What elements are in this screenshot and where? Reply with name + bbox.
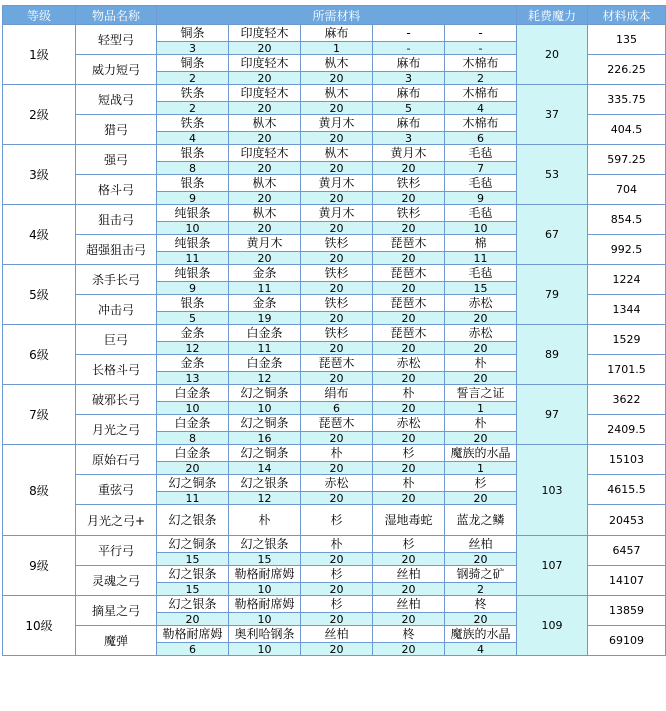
material-quantity: 14 <box>229 462 301 475</box>
material-quantity: - <box>373 42 445 55</box>
material-name: 蓝龙之鳞 <box>445 505 517 536</box>
material-name: 丝柏 <box>445 536 517 553</box>
mana-cost: 67 <box>517 205 588 265</box>
material-quantity: 4 <box>445 102 517 115</box>
mana-cost: 97 <box>517 385 588 445</box>
item-name: 重弦弓 <box>76 475 157 505</box>
material-name: 朴 <box>301 445 373 462</box>
material-quantity: 1 <box>445 462 517 475</box>
material-quantity: 20 <box>229 162 301 175</box>
material-quantity: 12 <box>229 492 301 505</box>
material-quantity: 10 <box>229 613 301 626</box>
material-quantity: 20 <box>373 342 445 355</box>
item-name: 狙击弓 <box>76 205 157 235</box>
material-quantity: 8 <box>157 432 229 445</box>
material-quantity: 20 <box>373 372 445 385</box>
material-name: 银条 <box>157 295 229 312</box>
material-name: 魔族的水晶 <box>445 445 517 462</box>
material-quantity: 20 <box>229 192 301 205</box>
material-name: 杉 <box>301 505 373 536</box>
item-name: 强弓 <box>76 145 157 175</box>
material-quantity: 20 <box>301 132 373 145</box>
material-quantity: 20 <box>229 132 301 145</box>
table-row <box>3 325 666 342</box>
mana-cost: 103 <box>517 445 588 536</box>
material-name: 印度轻木 <box>229 85 301 102</box>
material-name: 黄月木 <box>301 205 373 222</box>
material-name: 幻之银条 <box>229 475 301 492</box>
material-name: 木棉布 <box>445 85 517 102</box>
material-name: 铜条 <box>157 25 229 42</box>
material-name: 毛毡 <box>445 145 517 162</box>
material-name: 勒格耐席姆 <box>157 626 229 643</box>
material-quantity: 20 <box>445 342 517 355</box>
material-quantity: 3 <box>373 72 445 85</box>
bow-crafting-table <box>2 5 666 656</box>
material-name: 毛毡 <box>445 205 517 222</box>
header-level: 等级 <box>3 6 76 25</box>
material-quantity: 20 <box>301 372 373 385</box>
level-cell: 6级 <box>3 325 76 385</box>
item-name: 猎弓 <box>76 115 157 145</box>
material-quantity: 2 <box>157 102 229 115</box>
material-name: 誓言之证 <box>445 385 517 402</box>
material-name: 黄月木 <box>301 115 373 132</box>
material-quantity: 13 <box>157 372 229 385</box>
level-cell: 7级 <box>3 385 76 445</box>
material-quantity: 20 <box>373 613 445 626</box>
material-quantity: 3 <box>373 132 445 145</box>
material-cost: 704 <box>588 175 666 205</box>
material-quantity: 20 <box>157 462 229 475</box>
material-quantity: 20 <box>301 162 373 175</box>
material-name: 琵琶木 <box>373 325 445 342</box>
material-name: 枞木 <box>229 205 301 222</box>
item-name: 杀手长弓 <box>76 265 157 295</box>
material-cost: 6457 <box>588 536 666 566</box>
material-cost: 1344 <box>588 295 666 325</box>
material-name: 丝柏 <box>373 566 445 583</box>
material-name: 铁杉 <box>373 175 445 192</box>
level-cell: 8级 <box>3 445 76 536</box>
material-quantity: 20 <box>373 312 445 325</box>
material-quantity: 20 <box>445 372 517 385</box>
material-quantity: 9 <box>157 192 229 205</box>
material-quantity: 8 <box>157 162 229 175</box>
header-mana: 耗费魔力 <box>517 6 588 25</box>
material-quantity: 6 <box>445 132 517 145</box>
item-name: 格斗弓 <box>76 175 157 205</box>
material-name: 幻之铜条 <box>157 536 229 553</box>
material-cost: 226.25 <box>588 55 666 85</box>
material-name: - <box>373 25 445 42</box>
table-row <box>3 385 666 402</box>
material-quantity: 20 <box>373 252 445 265</box>
material-quantity: 15 <box>157 583 229 596</box>
material-quantity: 15 <box>229 553 301 566</box>
table-row <box>3 205 666 222</box>
material-quantity: 1 <box>445 402 517 415</box>
material-name: 麻布 <box>373 55 445 72</box>
table-row <box>3 25 666 42</box>
material-name: 柊 <box>373 626 445 643</box>
material-quantity: 20 <box>229 72 301 85</box>
material-quantity: 20 <box>301 222 373 235</box>
material-name: 纯银条 <box>157 205 229 222</box>
material-quantity: 10 <box>157 402 229 415</box>
level-cell: 10级 <box>3 596 76 656</box>
material-quantity: 19 <box>229 312 301 325</box>
material-name: 纯银条 <box>157 265 229 282</box>
table-row <box>3 265 666 282</box>
material-quantity: 7 <box>445 162 517 175</box>
material-cost: 1529 <box>588 325 666 355</box>
material-name: 丝柏 <box>373 596 445 613</box>
material-name: 幻之银条 <box>157 505 229 536</box>
material-name: 幻之铜条 <box>229 415 301 432</box>
material-quantity: 20 <box>445 312 517 325</box>
material-quantity: 20 <box>301 553 373 566</box>
table-row <box>3 145 666 162</box>
material-quantity: 20 <box>301 192 373 205</box>
material-cost: 69109 <box>588 626 666 656</box>
material-quantity: 12 <box>157 342 229 355</box>
material-name: 枞木 <box>301 55 373 72</box>
material-cost: 854.5 <box>588 205 666 235</box>
material-name: 白金条 <box>229 355 301 372</box>
material-name: 黄月木 <box>301 175 373 192</box>
material-quantity: 20 <box>301 342 373 355</box>
item-name: 超强狙击弓 <box>76 235 157 265</box>
material-quantity: 16 <box>229 432 301 445</box>
mana-cost: 89 <box>517 325 588 385</box>
material-name: 朴 <box>445 355 517 372</box>
material-quantity: 11 <box>445 252 517 265</box>
material-name: 印度轻木 <box>229 25 301 42</box>
material-name: 琵琶木 <box>301 355 373 372</box>
material-name: 枞木 <box>229 175 301 192</box>
material-quantity: 20 <box>301 583 373 596</box>
material-quantity: 20 <box>373 282 445 295</box>
material-name: 白金条 <box>157 385 229 402</box>
mana-cost: 109 <box>517 596 588 656</box>
material-name: 杉 <box>373 536 445 553</box>
material-name: 奥利哈钢条 <box>229 626 301 643</box>
material-quantity: 11 <box>229 282 301 295</box>
material-cost: 14107 <box>588 566 666 596</box>
material-name: 杉 <box>445 475 517 492</box>
material-quantity: 20 <box>229 42 301 55</box>
item-name: 长格斗弓 <box>76 355 157 385</box>
mana-cost: 107 <box>517 536 588 596</box>
material-name: 朴 <box>373 385 445 402</box>
material-name: 白金条 <box>157 415 229 432</box>
material-quantity: 20 <box>373 643 445 656</box>
material-name: 杉 <box>301 596 373 613</box>
material-quantity: 9 <box>445 192 517 205</box>
material-name: 铁杉 <box>373 205 445 222</box>
header-cost: 材料成本 <box>588 6 666 25</box>
material-name: 赤松 <box>445 295 517 312</box>
material-name: 幻之铜条 <box>229 445 301 462</box>
material-name: 印度轻木 <box>229 55 301 72</box>
material-quantity: 10 <box>445 222 517 235</box>
material-name: 白金条 <box>157 445 229 462</box>
material-quantity: 10 <box>157 222 229 235</box>
material-name: 赤松 <box>301 475 373 492</box>
material-quantity: 9 <box>157 282 229 295</box>
level-cell: 2级 <box>3 85 76 145</box>
item-name: 巨弓 <box>76 325 157 355</box>
material-name: 金条 <box>229 295 301 312</box>
material-cost: 2409.5 <box>588 415 666 445</box>
material-quantity: 6 <box>301 402 373 415</box>
material-quantity: 3 <box>157 42 229 55</box>
material-name: 湿地毒蛇 <box>373 505 445 536</box>
mana-cost: 20 <box>517 25 588 85</box>
material-cost: 4615.5 <box>588 475 666 505</box>
mana-cost: 53 <box>517 145 588 205</box>
material-quantity: 1 <box>301 42 373 55</box>
material-name: 棉 <box>445 235 517 252</box>
material-cost: 135 <box>588 25 666 55</box>
material-name: 枞木 <box>301 145 373 162</box>
mana-cost: 79 <box>517 265 588 325</box>
material-cost: 992.5 <box>588 235 666 265</box>
material-quantity: 11 <box>229 342 301 355</box>
material-quantity: 20 <box>445 492 517 505</box>
material-name: 毛毡 <box>445 265 517 282</box>
material-quantity: 20 <box>301 492 373 505</box>
material-quantity: 20 <box>229 252 301 265</box>
material-name: 勒格耐席姆 <box>229 566 301 583</box>
level-cell: 4级 <box>3 205 76 265</box>
material-quantity: 15 <box>157 553 229 566</box>
material-name: 银条 <box>157 175 229 192</box>
material-quantity: 2 <box>445 72 517 85</box>
material-name: 麻布 <box>373 115 445 132</box>
material-quantity: 20 <box>445 613 517 626</box>
material-name: 幻之铜条 <box>229 385 301 402</box>
item-name: 灵魂之弓 <box>76 566 157 596</box>
material-name: 丝柏 <box>301 626 373 643</box>
material-name: 印度轻木 <box>229 145 301 162</box>
material-quantity: 2 <box>445 583 517 596</box>
material-name: 杉 <box>373 445 445 462</box>
material-name: 朴 <box>373 475 445 492</box>
material-quantity: 12 <box>229 372 301 385</box>
material-cost: 13859 <box>588 596 666 626</box>
material-name: 琵琶木 <box>373 265 445 282</box>
material-name: 魔族的水晶 <box>445 626 517 643</box>
table-row <box>3 536 666 553</box>
material-cost: 15103 <box>588 445 666 475</box>
material-quantity: 4 <box>445 643 517 656</box>
material-name: 铜条 <box>157 55 229 72</box>
table-body <box>3 25 666 656</box>
material-name: 朴 <box>301 536 373 553</box>
material-name: 黄月木 <box>373 145 445 162</box>
material-name: 银条 <box>157 145 229 162</box>
item-name: 冲击弓 <box>76 295 157 325</box>
material-name: 铁条 <box>157 85 229 102</box>
material-quantity: 20 <box>301 613 373 626</box>
material-name: 琵琶木 <box>373 235 445 252</box>
material-name: 铁杉 <box>301 235 373 252</box>
material-quantity: 20 <box>445 432 517 445</box>
material-quantity: 20 <box>373 492 445 505</box>
header-row <box>3 6 666 25</box>
material-name: 赤松 <box>373 415 445 432</box>
material-name: 幻之银条 <box>157 566 229 583</box>
material-name: 琵琶木 <box>373 295 445 312</box>
material-name: 琵琶木 <box>301 415 373 432</box>
table-row <box>3 85 666 102</box>
material-quantity: 20 <box>373 583 445 596</box>
material-cost: 404.5 <box>588 115 666 145</box>
material-quantity: 20 <box>301 432 373 445</box>
material-quantity: 20 <box>301 102 373 115</box>
item-name: 轻型弓 <box>76 25 157 55</box>
material-quantity: 20 <box>373 462 445 475</box>
material-name: 毛毡 <box>445 175 517 192</box>
material-name: 麻布 <box>373 85 445 102</box>
material-quantity: 20 <box>301 72 373 85</box>
material-name: 金条 <box>229 265 301 282</box>
material-quantity: 11 <box>157 492 229 505</box>
item-name: 原始石弓 <box>76 445 157 475</box>
level-cell: 1级 <box>3 25 76 85</box>
material-quantity: 5 <box>373 102 445 115</box>
header-item-name: 物品名称 <box>76 6 157 25</box>
material-name: 朴 <box>445 415 517 432</box>
material-quantity: 20 <box>229 102 301 115</box>
material-cost: 1701.5 <box>588 355 666 385</box>
item-name: 月光之弓 <box>76 415 157 445</box>
mana-cost: 37 <box>517 85 588 145</box>
header-materials: 所需材料 <box>157 6 517 25</box>
material-quantity: 11 <box>157 252 229 265</box>
material-quantity: 20 <box>301 282 373 295</box>
material-name: 铁杉 <box>301 325 373 342</box>
level-cell: 5级 <box>3 265 76 325</box>
item-name: 短战弓 <box>76 85 157 115</box>
material-quantity: 20 <box>373 432 445 445</box>
material-name: 绢布 <box>301 385 373 402</box>
material-name: 铁杉 <box>301 295 373 312</box>
material-name: 枞木 <box>229 115 301 132</box>
material-quantity: 20 <box>373 192 445 205</box>
material-name: 勒格耐席姆 <box>229 596 301 613</box>
material-name: 纯银条 <box>157 235 229 252</box>
material-name: 杉 <box>301 566 373 583</box>
material-quantity: 10 <box>229 402 301 415</box>
material-quantity: 20 <box>229 222 301 235</box>
item-name: 摘星之弓 <box>76 596 157 626</box>
material-quantity: 10 <box>229 643 301 656</box>
material-name: 赤松 <box>445 325 517 342</box>
material-name: 麻布 <box>301 25 373 42</box>
material-quantity: 5 <box>157 312 229 325</box>
material-name: 柊 <box>445 596 517 613</box>
material-quantity: 20 <box>373 222 445 235</box>
item-name: 平行弓 <box>76 536 157 566</box>
material-quantity: 15 <box>445 282 517 295</box>
material-quantity: 20 <box>301 462 373 475</box>
material-name: 朴 <box>229 505 301 536</box>
material-quantity: 20 <box>373 553 445 566</box>
material-quantity: 20 <box>445 553 517 566</box>
material-quantity: 20 <box>301 643 373 656</box>
material-name: 木棉布 <box>445 55 517 72</box>
material-quantity: 20 <box>301 312 373 325</box>
material-cost: 1224 <box>588 265 666 295</box>
item-name: 月光之弓+ <box>76 505 157 536</box>
item-name: 魔弹 <box>76 626 157 656</box>
material-name: - <box>445 25 517 42</box>
material-name: 铁条 <box>157 115 229 132</box>
material-cost: 335.75 <box>588 85 666 115</box>
level-cell: 9级 <box>3 536 76 596</box>
material-name: 黄月木 <box>229 235 301 252</box>
material-name: 赤松 <box>373 355 445 372</box>
material-quantity: 10 <box>229 583 301 596</box>
material-name: 幻之铜条 <box>157 475 229 492</box>
material-name: 枞木 <box>301 85 373 102</box>
material-name: 金条 <box>157 325 229 342</box>
material-cost: 3622 <box>588 385 666 415</box>
material-quantity: 2 <box>157 72 229 85</box>
item-name: 破邪长弓 <box>76 385 157 415</box>
material-quantity: 4 <box>157 132 229 145</box>
material-quantity: 20 <box>157 613 229 626</box>
item-name: 威力短弓 <box>76 55 157 85</box>
level-cell: 3级 <box>3 145 76 205</box>
table-row <box>3 445 666 462</box>
material-quantity: 20 <box>301 252 373 265</box>
material-cost: 20453 <box>588 505 666 536</box>
material-name: 铁杉 <box>301 265 373 282</box>
material-quantity: 20 <box>373 402 445 415</box>
material-name: 幻之银条 <box>157 596 229 613</box>
table-row <box>3 596 666 613</box>
material-name: 木棉布 <box>445 115 517 132</box>
material-quantity: 6 <box>157 643 229 656</box>
material-name: 白金条 <box>229 325 301 342</box>
material-name: 钢骑之矿 <box>445 566 517 583</box>
material-quantity: 20 <box>373 162 445 175</box>
material-cost: 597.25 <box>588 145 666 175</box>
material-name: 幻之银条 <box>229 536 301 553</box>
material-quantity: - <box>445 42 517 55</box>
material-name: 金条 <box>157 355 229 372</box>
